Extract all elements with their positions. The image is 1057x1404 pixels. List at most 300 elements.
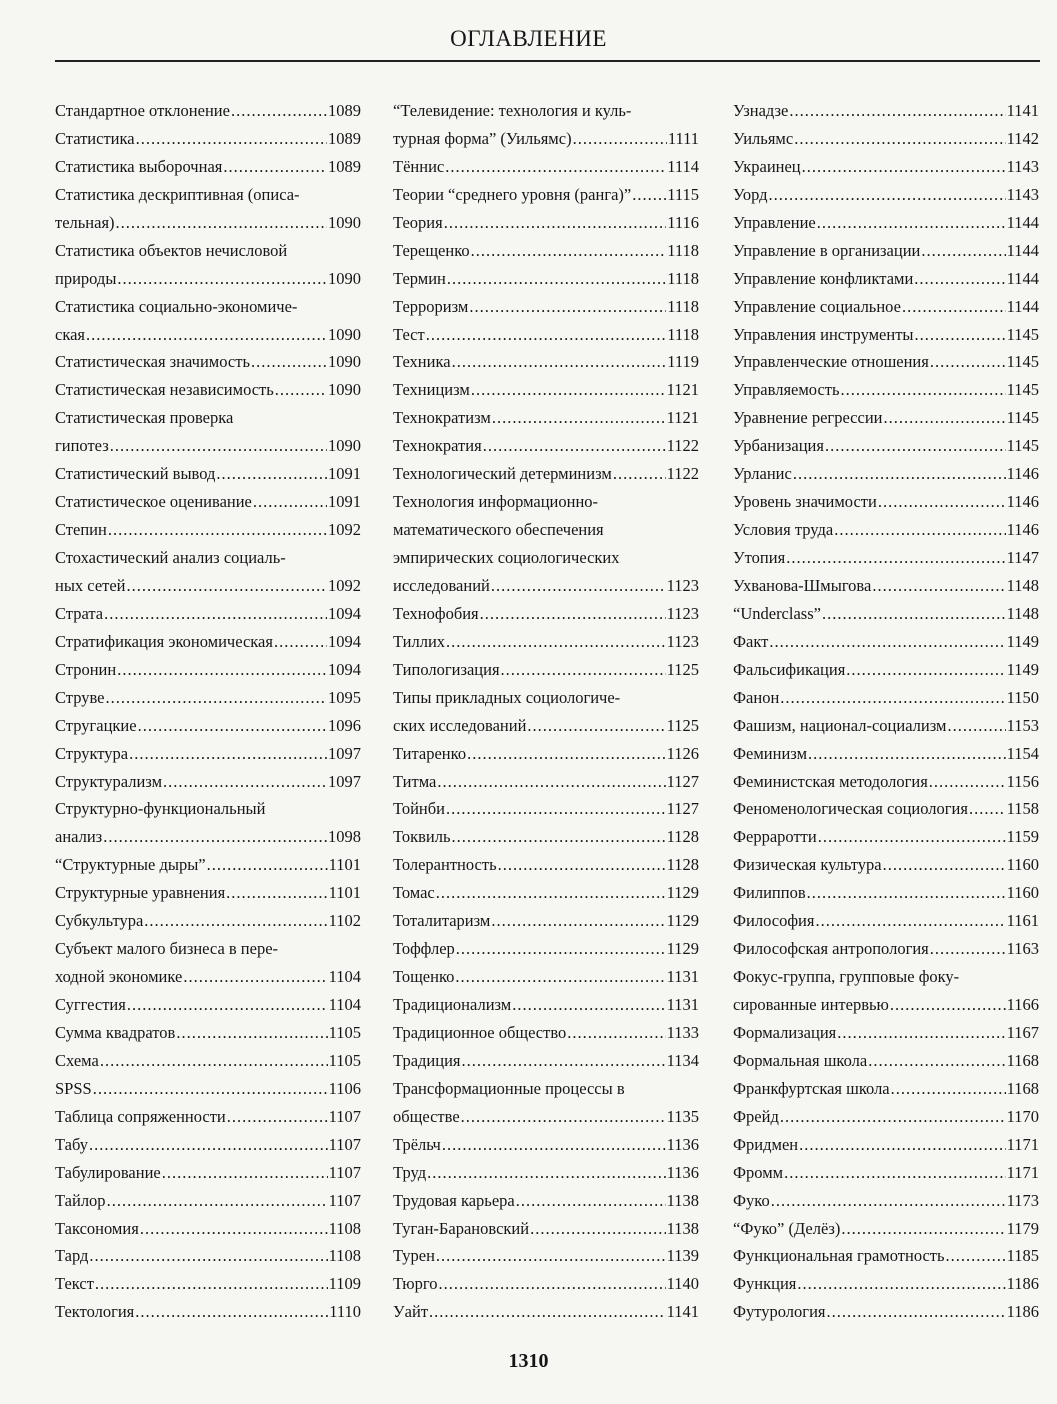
dot-leader bbox=[274, 628, 327, 656]
entry-title: Философская антропология bbox=[733, 939, 929, 959]
entry-title: Условия труда bbox=[733, 520, 834, 540]
dot-leader bbox=[451, 823, 665, 851]
dot-leader bbox=[127, 991, 328, 1019]
dot-leader bbox=[946, 1242, 1006, 1270]
dot-leader bbox=[223, 153, 327, 181]
toc-entry bbox=[393, 572, 699, 600]
dot-leader bbox=[253, 488, 327, 516]
entry-page: 1140 bbox=[666, 1274, 699, 1294]
entry-title: Фуко bbox=[733, 1190, 770, 1210]
toc-entry-continuation bbox=[393, 97, 699, 125]
entry-page: 1168 bbox=[1006, 1050, 1039, 1070]
entry-title: Тест bbox=[393, 324, 425, 344]
entry-title: Уорд bbox=[733, 184, 768, 204]
entry-title: Фанон bbox=[733, 687, 780, 707]
entry-page: 1094 bbox=[328, 603, 361, 623]
toc-entry bbox=[393, 600, 699, 628]
entry-page: 1135 bbox=[666, 1106, 699, 1126]
dot-leader bbox=[769, 628, 1005, 656]
entry-page: 1144 bbox=[1006, 212, 1039, 232]
entry-page: 1121 bbox=[666, 408, 699, 428]
entry-page: 1110 bbox=[329, 1302, 361, 1322]
entry-page: 1138 bbox=[666, 1218, 699, 1238]
entry-page: 1149 bbox=[1006, 659, 1039, 679]
dot-leader bbox=[512, 991, 665, 1019]
toc-entry bbox=[733, 1187, 1039, 1215]
entry-title: Статистическая проверка bbox=[55, 408, 234, 428]
toc-entry bbox=[55, 209, 361, 237]
dot-leader bbox=[784, 1159, 1006, 1187]
toc-entry bbox=[393, 209, 699, 237]
entry-page: 1090 bbox=[328, 324, 361, 344]
toc-entry bbox=[393, 1159, 699, 1187]
entry-page: 1134 bbox=[666, 1050, 699, 1070]
dot-leader bbox=[780, 1103, 1006, 1131]
entry-title: Франкфуртская школа bbox=[733, 1078, 890, 1098]
entry-title: Таблица сопряженности bbox=[55, 1106, 226, 1126]
entry-page: 1126 bbox=[666, 743, 699, 763]
toc-entry bbox=[55, 432, 361, 460]
dot-leader bbox=[436, 1242, 666, 1270]
dot-leader bbox=[491, 907, 665, 935]
toc-entry bbox=[733, 991, 1039, 1019]
entry-title: Типологизация bbox=[393, 659, 500, 679]
dot-leader bbox=[802, 153, 1006, 181]
entry-title: Тощенко bbox=[393, 967, 455, 987]
entry-page: 1125 bbox=[666, 659, 699, 679]
entry-page: 1108 bbox=[328, 1246, 361, 1266]
toc-entry bbox=[733, 1215, 1039, 1243]
dot-leader bbox=[841, 1215, 1005, 1243]
entry-page: 1098 bbox=[328, 827, 361, 847]
toc-entry bbox=[733, 656, 1039, 684]
dot-leader bbox=[444, 209, 667, 237]
toc-entry bbox=[733, 572, 1039, 600]
dot-leader bbox=[483, 432, 666, 460]
entry-page: 1107 bbox=[328, 1162, 361, 1182]
toc-entry bbox=[55, 572, 361, 600]
entry-title: Стронин bbox=[55, 659, 117, 679]
entry-page: 1129 bbox=[666, 939, 699, 959]
dot-leader bbox=[930, 348, 1006, 376]
entry-page: 1091 bbox=[328, 492, 361, 512]
entry-page: 1144 bbox=[1006, 240, 1039, 260]
dot-leader bbox=[445, 153, 666, 181]
toc-entry bbox=[733, 1103, 1039, 1131]
entry-title: анализ bbox=[55, 827, 103, 847]
entry-page: 1145 bbox=[1006, 324, 1039, 344]
entry-page: 1158 bbox=[1006, 799, 1039, 819]
dot-leader bbox=[436, 879, 666, 907]
entry-title: Схема bbox=[55, 1050, 99, 1070]
entry-title: Термин bbox=[393, 268, 446, 288]
dot-leader bbox=[817, 209, 1006, 237]
entry-title: Толерантность bbox=[393, 855, 497, 875]
toc-entry bbox=[733, 684, 1039, 712]
entry-page: 1106 bbox=[328, 1078, 361, 1098]
entry-title: Урбанизация bbox=[733, 436, 824, 456]
dot-leader bbox=[613, 460, 666, 488]
entry-page: 1136 bbox=[666, 1134, 699, 1154]
entry-page: 1107 bbox=[328, 1190, 361, 1210]
toc-entry bbox=[55, 963, 361, 991]
dot-leader bbox=[89, 1242, 327, 1270]
entry-title: Теории “среднего уровня (ранга)” bbox=[393, 184, 632, 204]
toc-entry bbox=[393, 460, 699, 488]
entry-title: Управление социальное bbox=[733, 296, 901, 316]
toc-entry-continuation bbox=[55, 544, 361, 572]
toc-entry bbox=[393, 293, 699, 321]
toc-entry bbox=[393, 321, 699, 349]
dot-leader bbox=[914, 265, 1005, 293]
dot-leader bbox=[231, 97, 327, 125]
entry-title: Традиционализм bbox=[393, 995, 512, 1014]
toc-entry bbox=[393, 153, 699, 181]
dot-leader bbox=[136, 125, 327, 153]
toc-entry bbox=[733, 935, 1039, 963]
entry-title: Типы прикладных социологиче- bbox=[393, 687, 621, 707]
entry-page: 1104 bbox=[328, 967, 361, 987]
dot-leader bbox=[825, 432, 1006, 460]
toc-entry bbox=[55, 1131, 361, 1159]
dot-leader bbox=[826, 1298, 1005, 1326]
entry-page: 1148 bbox=[1006, 603, 1039, 623]
entry-page: 1089 bbox=[328, 156, 361, 176]
toc-column-2 bbox=[393, 97, 699, 1326]
entry-title: Технократия bbox=[393, 436, 482, 456]
entry-title: Уильямс bbox=[733, 128, 794, 148]
toc-entry bbox=[393, 432, 699, 460]
dot-leader bbox=[93, 1075, 328, 1103]
entry-page: 1105 bbox=[328, 1050, 361, 1070]
entry-title: Ферраротти bbox=[733, 827, 817, 847]
entry-page: 1123 bbox=[666, 603, 699, 623]
entry-title: Управления инструменты bbox=[733, 324, 914, 344]
entry-title: Субкультура bbox=[55, 911, 144, 931]
dot-leader bbox=[471, 237, 667, 265]
toc-entry bbox=[733, 1298, 1039, 1326]
entry-title: Фромм bbox=[733, 1162, 784, 1182]
entry-page: 1118 bbox=[667, 268, 699, 288]
dot-leader bbox=[275, 376, 327, 404]
entry-title: Структурализм bbox=[55, 771, 163, 791]
toc-entry bbox=[55, 600, 361, 628]
toc-entry bbox=[393, 628, 699, 656]
entry-title: Управленческие отношения bbox=[733, 352, 929, 372]
entry-page: 1146 bbox=[1006, 464, 1039, 484]
entry-page: 1142 bbox=[1006, 128, 1039, 148]
entry-title: ходной экономике bbox=[55, 967, 183, 987]
toc-entry-continuation bbox=[55, 404, 361, 432]
dot-leader bbox=[818, 823, 1006, 851]
entry-title: “Underclass” bbox=[733, 603, 821, 623]
toc-entry bbox=[733, 544, 1039, 572]
toc-entry bbox=[55, 684, 361, 712]
entry-page: 1109 bbox=[328, 1274, 361, 1294]
entry-title: Трудовая карьера bbox=[393, 1190, 515, 1210]
dot-leader bbox=[429, 1298, 666, 1326]
toc-entry bbox=[393, 404, 699, 432]
entry-page: 1104 bbox=[328, 995, 361, 1014]
entry-page: 1154 bbox=[1006, 743, 1039, 763]
entry-title: Тоффлер bbox=[393, 939, 455, 959]
entry-title: Управление bbox=[733, 212, 816, 232]
dot-leader bbox=[480, 600, 666, 628]
entry-page: 1107 bbox=[328, 1106, 361, 1126]
entry-title: Философия bbox=[733, 911, 815, 931]
dot-leader bbox=[438, 1270, 665, 1298]
entry-page: 1144 bbox=[1006, 296, 1039, 316]
dot-leader bbox=[786, 544, 1005, 572]
dot-leader bbox=[929, 768, 1006, 796]
toc-entry bbox=[55, 1047, 361, 1075]
toc-entry bbox=[733, 1159, 1039, 1187]
page-title: ОГЛАВЛЕНИЕ bbox=[450, 26, 607, 51]
dot-leader bbox=[116, 209, 327, 237]
entry-title: турная форма” (Уильямс) bbox=[393, 128, 572, 148]
dot-leader bbox=[498, 851, 666, 879]
toc-entry bbox=[55, 851, 361, 879]
toc-entry bbox=[733, 209, 1039, 237]
entry-title: “Телевидение: технология и куль- bbox=[393, 101, 632, 120]
entry-title: Структура bbox=[55, 743, 129, 763]
toc-entry bbox=[733, 404, 1039, 432]
entry-page: 1090 bbox=[328, 212, 361, 232]
dot-leader bbox=[462, 1047, 666, 1075]
entry-title: Традиционное общество bbox=[393, 1022, 567, 1042]
toc-entry bbox=[393, 907, 699, 935]
toc-column-1 bbox=[55, 97, 361, 1326]
dot-leader bbox=[527, 712, 665, 740]
toc-entry bbox=[733, 1242, 1039, 1270]
dot-leader bbox=[567, 1019, 665, 1047]
entry-title: Формализация bbox=[733, 1022, 837, 1042]
toc-entry bbox=[733, 1270, 1039, 1298]
entry-page: 1171 bbox=[1006, 1134, 1039, 1154]
entry-page: 1173 bbox=[1006, 1190, 1039, 1210]
dot-leader bbox=[969, 795, 1006, 823]
entry-title: обществе bbox=[393, 1106, 460, 1126]
entry-page: 1170 bbox=[1006, 1106, 1039, 1126]
entry-title: Статистическое оценивание bbox=[55, 492, 252, 512]
entry-title: Футурология bbox=[733, 1302, 826, 1322]
dot-leader bbox=[442, 1131, 666, 1159]
dot-leader bbox=[446, 628, 666, 656]
entry-title: Функция bbox=[733, 1274, 797, 1294]
dot-leader bbox=[846, 656, 1005, 684]
entry-title: Субъект малого бизнеса в пере- bbox=[55, 939, 279, 959]
dot-leader bbox=[437, 768, 665, 796]
toc-entry-continuation bbox=[393, 684, 699, 712]
entry-page: 1153 bbox=[1006, 715, 1039, 735]
toc-entry bbox=[55, 656, 361, 684]
dot-leader bbox=[808, 740, 1006, 768]
entry-title: Табулирование bbox=[55, 1162, 161, 1182]
entry-page: 1166 bbox=[1006, 995, 1039, 1014]
entry-title: ских исследований bbox=[393, 715, 527, 735]
entry-title: Статистическая независимость bbox=[55, 380, 274, 400]
entry-title: Фашизм, национал-социализм bbox=[733, 715, 947, 735]
toc-entry bbox=[733, 907, 1039, 935]
toc-entry bbox=[733, 348, 1039, 376]
entry-title: ская bbox=[55, 324, 86, 344]
entry-title: Тюрго bbox=[393, 1274, 438, 1294]
entry-title: Филиппов bbox=[733, 883, 806, 903]
dot-leader bbox=[455, 963, 665, 991]
toc-entry bbox=[393, 768, 699, 796]
toc-entry bbox=[393, 237, 699, 265]
entry-page: 1156 bbox=[1006, 771, 1039, 791]
entry-title: Управление в организации bbox=[733, 240, 921, 260]
entry-title: Статистика bbox=[55, 128, 135, 148]
dot-leader bbox=[427, 1159, 666, 1187]
entry-title: Фокус-группа, групповые фоку- bbox=[733, 967, 960, 987]
toc-entry bbox=[393, 712, 699, 740]
toc-entry-continuation bbox=[55, 795, 361, 823]
entry-title: Традиция bbox=[393, 1050, 461, 1070]
entry-title: Степин bbox=[55, 520, 107, 540]
toc-entry bbox=[393, 1019, 699, 1047]
dot-leader bbox=[162, 1159, 328, 1187]
dot-leader bbox=[794, 125, 1005, 153]
entry-title: Тойнби bbox=[393, 799, 445, 819]
toc-entry bbox=[55, 153, 361, 181]
entry-page: 1159 bbox=[1006, 827, 1039, 847]
entry-title: Феноменологическая социология bbox=[733, 799, 968, 819]
toc-entry bbox=[393, 879, 699, 907]
entry-title: Технофобия bbox=[393, 603, 479, 623]
entry-page: 1116 bbox=[667, 212, 699, 232]
toc-entry bbox=[55, 1187, 361, 1215]
entry-page: 1115 bbox=[667, 184, 699, 204]
entry-title: Техницизм bbox=[393, 380, 470, 400]
entry-page: 1160 bbox=[1006, 855, 1039, 875]
toc-entry bbox=[393, 1103, 699, 1131]
entry-title: Уайт bbox=[393, 1302, 429, 1322]
dot-leader bbox=[135, 1298, 328, 1326]
dot-leader bbox=[207, 851, 328, 879]
entry-title: Утопия bbox=[733, 548, 786, 567]
dot-leader bbox=[452, 348, 667, 376]
toc-entry bbox=[55, 1215, 361, 1243]
dot-leader bbox=[183, 963, 327, 991]
entry-page: 1121 bbox=[666, 380, 699, 400]
dot-leader bbox=[891, 1075, 1006, 1103]
entry-title: Тайлор bbox=[55, 1190, 106, 1210]
entry-page: 1101 bbox=[328, 883, 361, 903]
toc-entry bbox=[733, 265, 1039, 293]
dot-leader bbox=[446, 795, 666, 823]
entry-page: 1090 bbox=[328, 380, 361, 400]
entry-page: 1179 bbox=[1006, 1218, 1039, 1238]
entry-page: 1138 bbox=[666, 1190, 699, 1210]
entry-title: сированные интервью bbox=[733, 995, 889, 1014]
toc-entry bbox=[393, 851, 699, 879]
toc-entry bbox=[55, 321, 361, 349]
entry-title: Турен bbox=[393, 1246, 435, 1266]
dot-leader bbox=[492, 404, 666, 432]
entry-title: математического обеспечения bbox=[393, 520, 604, 540]
entry-page: 1119 bbox=[667, 352, 699, 372]
entry-page: 1129 bbox=[666, 911, 699, 931]
entry-title: SPSS bbox=[55, 1078, 92, 1098]
entry-title: Тиллих bbox=[393, 631, 446, 651]
toc-entry-continuation bbox=[733, 963, 1039, 991]
toc-entry bbox=[733, 795, 1039, 823]
toc-entry bbox=[393, 1298, 699, 1326]
entry-page: 1097 bbox=[328, 743, 361, 763]
dot-leader bbox=[426, 321, 666, 349]
entry-page: 1094 bbox=[328, 659, 361, 679]
entry-page: 1147 bbox=[1006, 548, 1039, 567]
toc-entry bbox=[55, 1298, 361, 1326]
toc-entry bbox=[733, 516, 1039, 544]
dot-leader bbox=[89, 1131, 328, 1159]
dot-leader bbox=[793, 460, 1006, 488]
entry-page: 1111 bbox=[667, 128, 699, 148]
entry-title: Табу bbox=[55, 1134, 89, 1154]
entry-page: 1129 bbox=[666, 883, 699, 903]
entry-page: 1128 bbox=[666, 827, 699, 847]
dot-leader bbox=[890, 991, 1006, 1019]
dot-leader bbox=[883, 851, 1006, 879]
dot-leader bbox=[129, 740, 327, 768]
entry-page: 1145 bbox=[1006, 436, 1039, 456]
dot-leader bbox=[573, 125, 667, 153]
entry-title: Управляемость bbox=[733, 380, 840, 400]
toc-entry bbox=[393, 1270, 699, 1298]
toc-entry-continuation bbox=[393, 516, 699, 544]
entry-title: Стратификация экономическая bbox=[55, 631, 273, 651]
entry-title: Титаренко bbox=[393, 743, 467, 763]
entry-title: Суггестия bbox=[55, 995, 126, 1014]
entry-page: 1108 bbox=[328, 1218, 361, 1238]
toc-entry bbox=[733, 879, 1039, 907]
toc-entry bbox=[733, 712, 1039, 740]
entry-title: Тектология bbox=[55, 1302, 135, 1322]
entry-title: Структурные уравнения bbox=[55, 883, 226, 903]
dot-leader bbox=[947, 712, 1005, 740]
toc-entry bbox=[393, 348, 699, 376]
entry-page: 1090 bbox=[328, 268, 361, 288]
toc-entry-continuation bbox=[393, 544, 699, 572]
dot-leader bbox=[176, 1019, 327, 1047]
entry-title: Фальсификация bbox=[733, 659, 846, 679]
dot-leader bbox=[878, 488, 1006, 516]
toc-entry bbox=[733, 628, 1039, 656]
dot-leader bbox=[138, 712, 327, 740]
entry-page: 1136 bbox=[666, 1162, 699, 1182]
entry-title: Тоталитаризм bbox=[393, 911, 491, 931]
dot-leader bbox=[467, 740, 666, 768]
entry-page: 1118 bbox=[667, 324, 699, 344]
dot-leader bbox=[86, 321, 327, 349]
toc-entry bbox=[733, 768, 1039, 796]
entry-title: Украинец bbox=[733, 156, 801, 176]
dot-leader bbox=[104, 600, 327, 628]
toc-entry bbox=[733, 1131, 1039, 1159]
dot-leader bbox=[106, 684, 328, 712]
entry-title: Титма bbox=[393, 771, 437, 791]
toc-entry bbox=[55, 488, 361, 516]
toc-entry bbox=[55, 1159, 361, 1187]
toc-entry-continuation bbox=[55, 181, 361, 209]
entry-page: 1150 bbox=[1006, 687, 1039, 707]
toc-entry-continuation bbox=[393, 1075, 699, 1103]
toc-entry bbox=[393, 1047, 699, 1075]
entry-page: 1133 bbox=[666, 1022, 699, 1042]
toc-entry bbox=[55, 740, 361, 768]
